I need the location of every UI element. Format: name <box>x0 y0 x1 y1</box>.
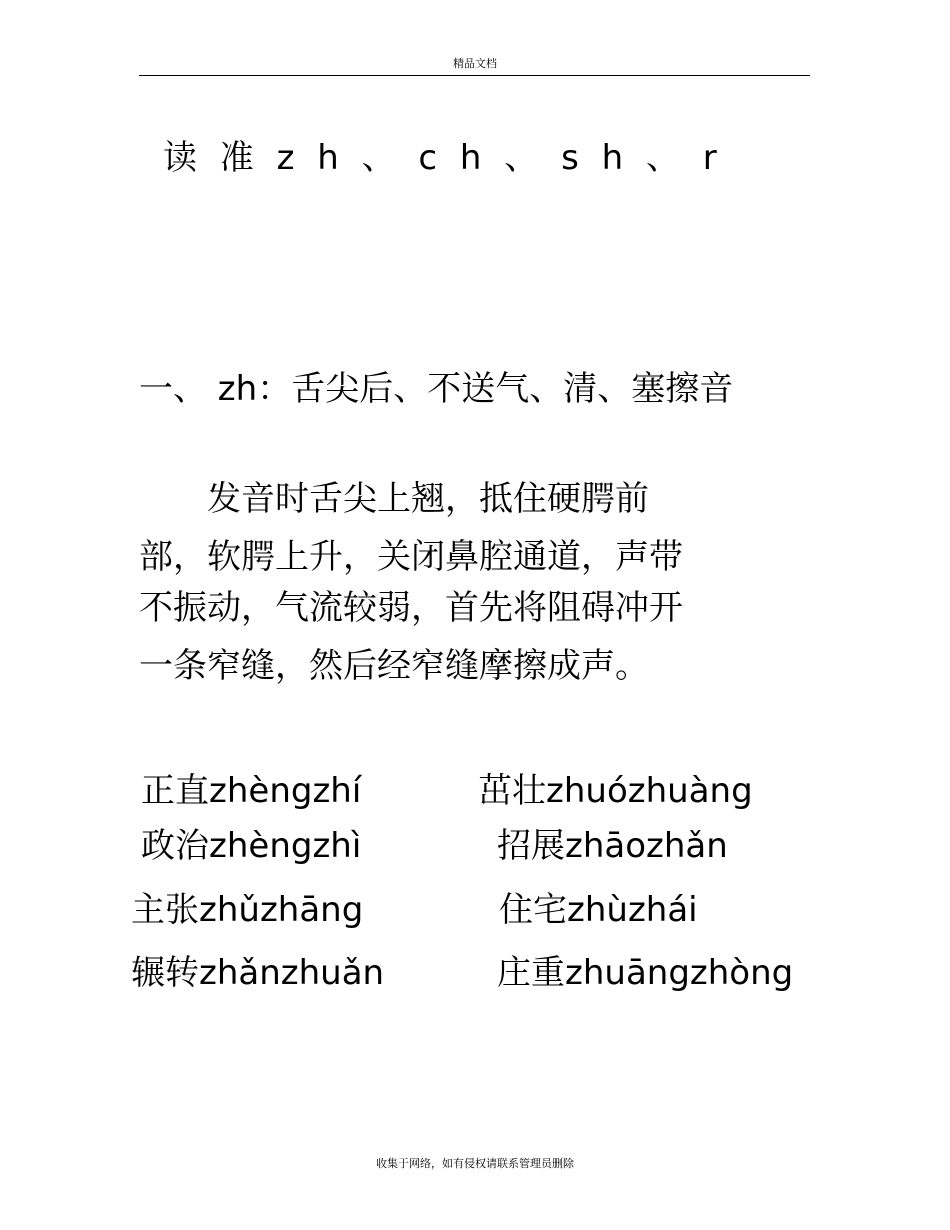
word-hanzi: 招展 <box>497 826 565 866</box>
word-hanzi: 住宅 <box>499 890 567 930</box>
word-entry <box>141 824 361 868</box>
word-entry <box>131 951 384 995</box>
word-hanzi: 政治 <box>141 826 209 866</box>
word-entry <box>131 888 363 932</box>
word-pinyin: zhǔzhāng <box>199 890 364 930</box>
paragraph-line: 一条窄缝，然后经窄缝摩擦成声。 <box>139 646 649 686</box>
word-entry <box>497 951 793 995</box>
word-entry <box>478 769 753 813</box>
page-header: 精品文档 <box>453 57 497 70</box>
word-pinyin: zhùzhái <box>567 890 698 930</box>
word-hanzi: 茁壮 <box>478 771 546 811</box>
word-hanzi: 正直 <box>141 771 209 811</box>
document-title: 读 准 z h 、 c h 、 s h 、 r <box>163 138 723 178</box>
word-pinyin: zhèngzhì <box>209 826 362 866</box>
word-pinyin: zhèngzhí <box>209 771 362 811</box>
page-footer: 收集于网络，如有侵权请联系管理员删除 <box>376 1157 574 1170</box>
word-pinyin: zhuāngzhòng <box>565 953 794 993</box>
word-entry <box>499 888 698 932</box>
header-divider <box>139 75 810 76</box>
word-hanzi: 主张 <box>131 890 199 930</box>
word-pinyin: zhǎnzhuǎn <box>199 953 385 993</box>
word-hanzi: 辗转 <box>131 953 199 993</box>
paragraph-line: 部，软腭上升，关闭鼻腔通道，声带 <box>139 537 683 577</box>
paragraph-line: 发音时舌尖上翘，抵住硬腭前 <box>139 479 649 519</box>
section-heading: 一、 zh：舌尖后、不送气、清、塞擦音 <box>139 369 734 409</box>
word-hanzi: 庄重 <box>497 953 565 993</box>
word-entry <box>497 824 728 868</box>
word-entry <box>141 769 361 813</box>
word-pinyin: zhāozhǎn <box>565 826 728 866</box>
word-pinyin: zhuózhuàng <box>546 771 753 811</box>
paragraph-line: 不振动，气流较弱，首先将阻碍冲开 <box>139 588 683 628</box>
